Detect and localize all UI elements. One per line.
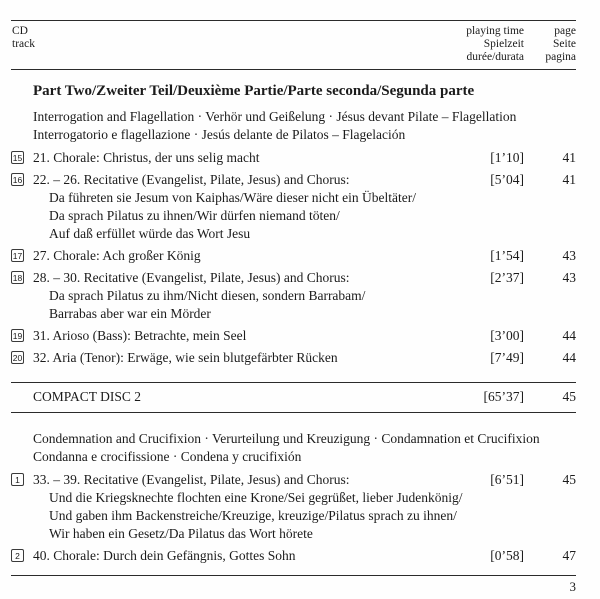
cd-track-header [12,25,35,64]
track-movement-line: Wir haben ein Gesetz/Da Pilatus das Wort hörete [49,526,313,541]
track-text [33,149,464,167]
track-page-ref: 43 [562,270,576,285]
disc2-title: COMPACT DISC 2 [33,389,142,404]
track-page-ref: 47 [562,548,576,563]
playing-time-header [394,25,524,64]
track-entry [11,547,576,565]
cd-track-number-box: 18 [12,273,23,283]
section1-intro-line2: Interrogatorio e flagellazione · Jesús delante de Pilatos – Flagelación [33,127,406,142]
disc2-total-duration: [65’37] [483,389,524,404]
track-text [33,247,464,265]
track-movement-line: Da führeten sie Jesum von Kaiphas/Wäre dieser nicht ein Übeltäter/ [49,190,416,205]
track-movement-line: Und die Kriegsknechte flochten eine Krone/Sei gegrüßet, lieber Judenkönig/ [49,490,463,505]
track-duration: [0’58] [490,548,524,563]
track-title: 40. Chorale: Durch dein Gefängnis, Gottes Sohn [33,548,296,563]
right-headers [394,25,576,64]
page-number: 3 [569,579,576,594]
track-duration: [3’00] [490,328,524,343]
page-en: page [554,25,576,37]
part-two-heading: Part Two/Zweiter Teil/Deuxième Partie/Parte seconda/Segunda parte [33,83,475,99]
track-entry [11,471,576,543]
track-entry [11,327,576,345]
track-entry [11,247,576,265]
disc1-track-list [11,149,576,367]
track-page-ref: 43 [562,248,576,263]
track-movement-line: Barrabas aber war ein Mörder [49,306,211,321]
column-header [11,21,576,69]
track-movement-line: Und gaben ihm Backenstreiche/Kreuzige, kreuzige/Pilatus sprach zu ihnen/ [49,508,457,523]
cd-track-number-box: 15 [12,153,23,163]
compact-disc-2-band [11,382,576,413]
cd-track-number-box: 16 [12,175,23,185]
track-text [33,349,464,367]
section2-intro [11,430,576,466]
page-de: Seite [553,38,576,50]
track-title: 22. – 26. Recitative (Evangelist, Pilate, Jesus) and Chorus: [33,172,350,187]
cd-label: CD [12,25,28,37]
track-title: 31. Arioso (Bass): Betrachte, mein Seel [33,328,247,343]
section1-intro [11,108,576,144]
section2-intro-line1: Condemnation and Crucifixion · Verurteilung und Kreuzigung · Condamnation et Crucifixion [33,431,540,446]
track-duration: [2’37] [490,270,524,285]
cd-track-number-box: 2 [11,549,24,562]
playing-time-de: Spielzeit [483,38,524,50]
track-title: 28. – 30. Recitative (Evangelist, Pilate, Jesus) and Chorus: [33,270,350,285]
track-title: 27. Chorale: Ach großer König [33,248,201,263]
track-label: track [12,38,35,50]
playing-time-fr-it: durée/durata [466,51,524,63]
section2-intro-line2: Condanna e crocifissione · Condena y crucifixión [33,449,302,464]
track-movement-line: Da sprach Pilatus zu ihm/Nicht diesen, sondern Barrabam/ [49,288,366,303]
track-text [33,171,464,243]
track-entry [11,269,576,323]
track-entry [11,149,576,167]
page-header [524,25,576,64]
track-page-ref: 41 [562,172,576,187]
track-text [33,471,464,543]
track-duration: [1’10] [490,150,524,165]
track-duration: [5’04] [490,172,524,187]
track-text [33,327,464,345]
track-movement-line: Auf daß erfüllet würde das Wort Jesu [49,226,251,241]
disc2-track-list [11,471,576,565]
header-bottom-rule [11,69,576,70]
track-entry [11,171,576,243]
track-page-ref: 44 [562,328,576,343]
disc2-page-ref: 45 [562,389,576,404]
track-title: 33. – 39. Recitative (Evangelist, Pilate, Jesus) and Chorus: [33,472,350,487]
cd-track-number-box: 19 [12,331,23,341]
track-page-ref: 45 [562,472,576,487]
track-duration: [7’49] [490,350,524,365]
track-page-ref: 44 [562,350,576,365]
track-text [33,269,464,323]
cd-track-number-box: 20 [12,353,23,363]
track-page-ref: 41 [562,150,576,165]
track-duration: [1’54] [490,248,524,263]
cd-track-number-box: 17 [12,251,23,261]
page-footer [11,575,576,596]
section1-intro-line1: Interrogation and Flagellation · Verhör und Geißelung · Jésus devant Pilate – Flagellation [33,109,517,124]
track-text [33,547,464,565]
track-duration: [6’51] [490,472,524,487]
track-title: 32. Aria (Tenor): Erwäge, wie sein blutgefärbter Rücken [33,350,338,365]
playing-time-en: playing time [466,25,524,37]
track-entry [11,349,576,367]
page-it: pagina [545,51,576,63]
cd-track-number-box: 1 [11,473,24,486]
track-title: 21. Chorale: Christus, der uns selig macht [33,150,260,165]
track-movement-line: Da sprach Pilatus zu ihnen/Wir dürfen niemand töten/ [49,208,340,223]
